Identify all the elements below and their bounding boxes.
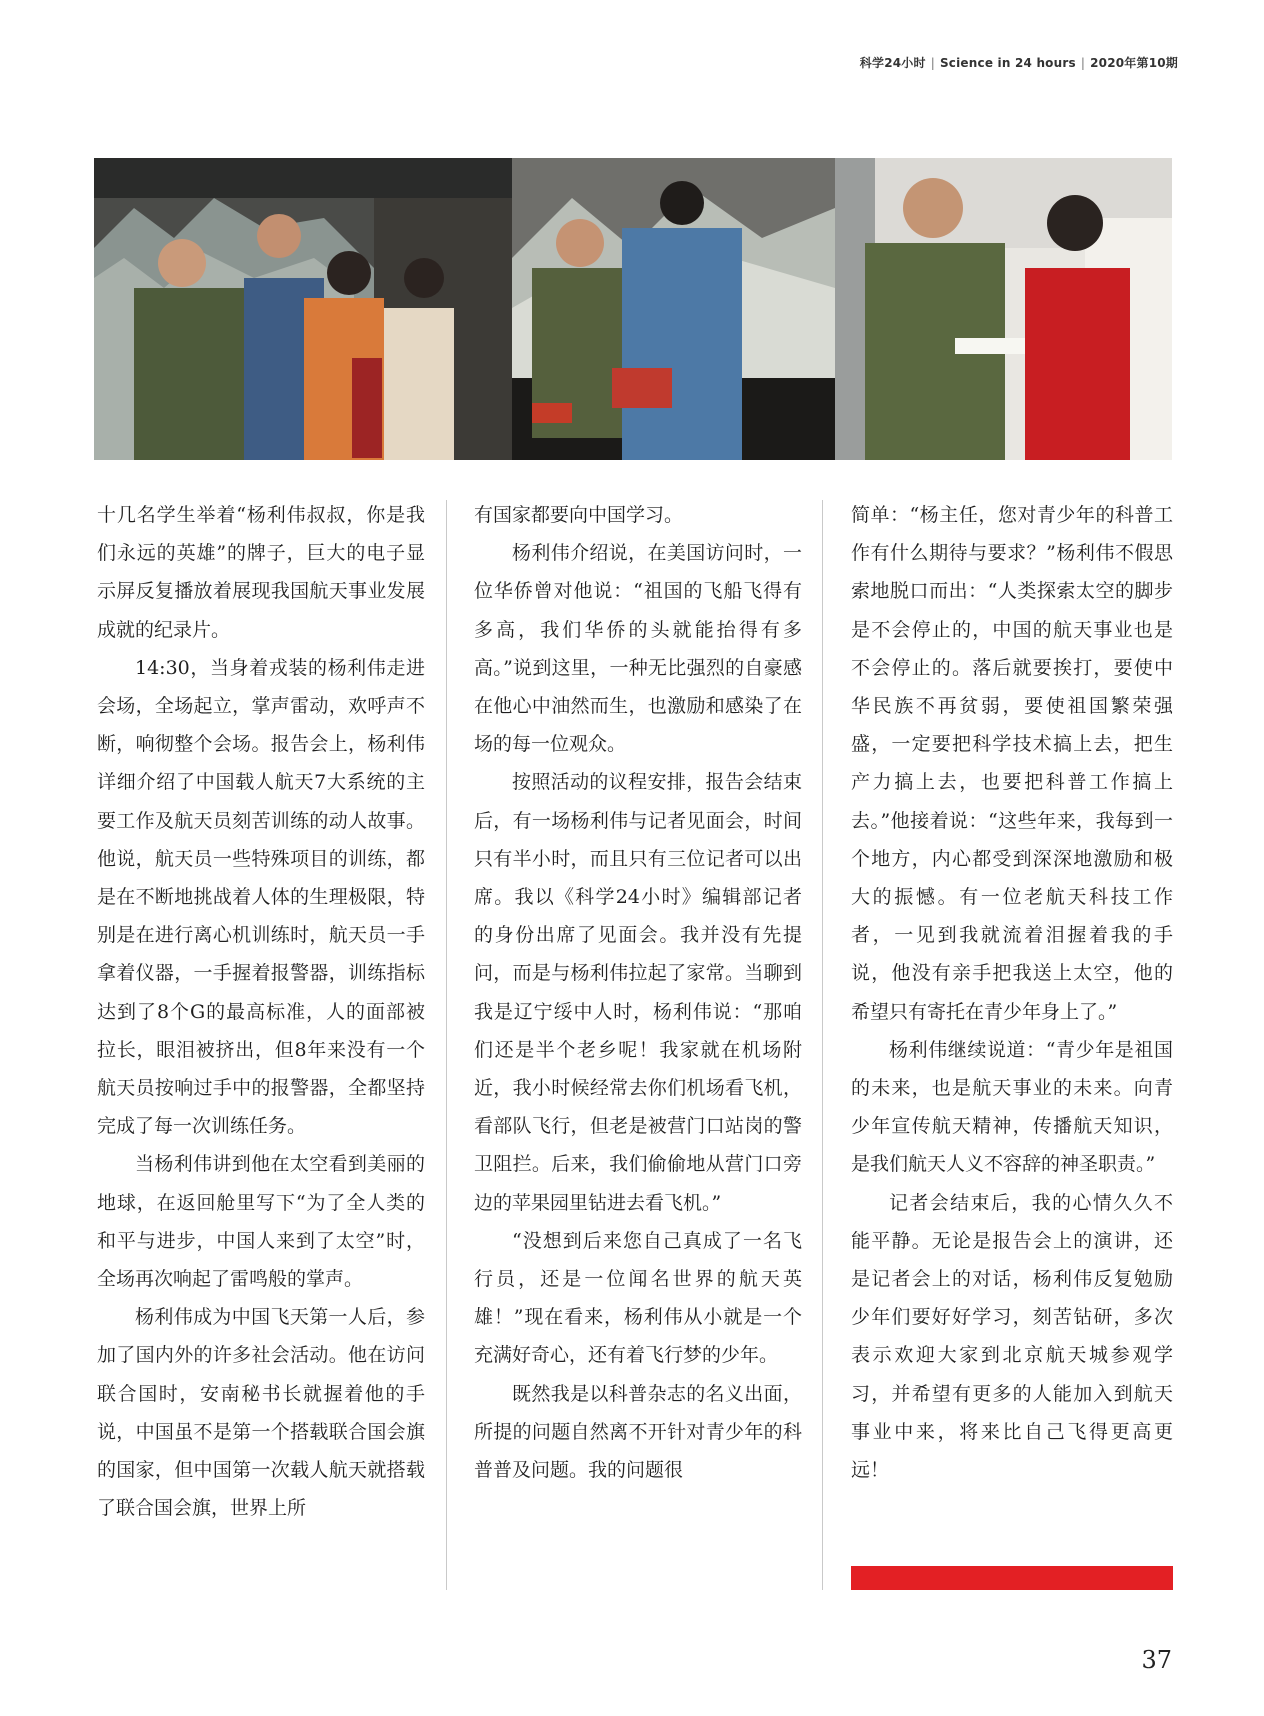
paragraph: 记者会结束后，我的心情久久不能平静。无论是报告会上的演讲，还是记者会上的对话，杨利伟反复勉励少年们要好好学习，刻苦钻研，多次表示欢迎大家到北京航天城参观学习，并希望有更多的人能加入到航天事业中来，将来比自己飞得更高更远！: [851, 1191, 1173, 1482]
paragraph: 杨利伟成为中国飞天第一人后，参加了国内外的许多社会活动。他在访问联合国时，安南秘书长就握着他的手说，中国虽不是第一个搭载联合国会旗的国家，但中国第一次载人航天就搭载了联合国会旗，世界上所: [97, 1306, 425, 1520]
photo-autograph: [835, 158, 1172, 460]
page-number: 37: [1141, 1646, 1172, 1674]
header-separator: |: [1080, 56, 1086, 70]
paragraph: 当杨利伟讲到他在太空看到美丽的地球，在返回舱里写下“为了全人类的和平与进步，中国人来到了太空”时，全场再次响起了雷鸣般的掌声。: [97, 1153, 425, 1291]
paragraph: “没想到后来您自己真成了一名飞行员，还是一位闻名世界的航天英雄！”现在看来，杨利伟从小就是一个充满好奇心，还有着飞行梦的少年。: [474, 1229, 802, 1367]
paragraph: 简单：“杨主任，您对青少年的科普工作有什么期待与要求？”杨利伟不假思索地脱口而出：“人类探索太空的脚步是不会停止的，中国的航天事业也是不会停止的。落后就要挨打，要使中华民族不再贫弱，要使祖国繁荣强盛，一定要把科学技术搞上去，把生产力搞上去，也要把科普工作搞上去。”他接着说：“这些年来，我每到一个地方，内心都受到深深地激励和极大的振憾。有一位老航天科技工作者，一见到我就流着泪握着我的手说，他没有亲手把我送上太空，他的希望只有寄托在青少年身上了。”: [851, 504, 1173, 1023]
end-of-article-bar: [851, 1566, 1173, 1590]
running-header: [860, 54, 1178, 71]
paragraph: 14:30，当身着戎装的杨利伟走进会场，全场起立，掌声雷动，欢呼声不断，响彻整个会场。报告会上，杨利伟详细介绍了中国载人航天7大系统的主要工作及航天员刻苦训练的动人故事。他说，航天员一些特殊项目的训练，都是在不断地挑战着人体的生理极限，特别是在进行离心机训练时，航天员一手拿着仪器，一手握着报警器，训练指标达到了8个G的最高标准，人的面部被拉长，眼泪被挤出，但8年来没有一个航天员按响过手中的报警器，全都坚持完成了每一次训练任务。: [97, 656, 425, 1138]
photo-strip: [94, 158, 1172, 460]
paragraph: 既然我是以科普杂志的名义出面，所提的问题自然离不开针对青少年的科普普及问题。我的问题很: [474, 1382, 802, 1482]
photo-students-with-astronaut: [94, 158, 512, 460]
magazine-english-name: Science in 24 hours: [939, 56, 1076, 70]
article-column-2: [474, 496, 802, 1489]
paragraph: 有国家都要向中国学习。: [474, 504, 684, 526]
paragraph: 十几名学生举着“杨利伟叔叔，你是我们永远的英雄”的牌子，巨大的电子显示屏反复播放着展现我国航天事业发展成就的纪录片。: [97, 504, 425, 641]
issue-label: 2020年第10期: [1090, 56, 1178, 70]
magazine-name: 科学24小时: [859, 56, 926, 70]
article-column-3: [851, 496, 1173, 1489]
photo-handshake: [512, 158, 835, 460]
paragraph: 按照活动的议程安排，报告会结束后，有一场杨利伟与记者见面会，时间只有半小时，而且只有三位记者可以出席。我以《科学24小时》编辑部记者的身份出席了见面会。我并没有先提问，而是与杨利伟拉起了家常。当聊到我是辽宁绥中人时，杨利伟说：“那咱们还是半个老乡呢！我家就在机场附近，我小时候经常去你们机场看飞机，看部队飞行，但老是被营门口站岗的警卫阻拦。后来，我们偷偷地从营门口旁边的苹果园里钻进去看飞机。”: [474, 771, 802, 1214]
article-column-1: [97, 496, 425, 1527]
column-divider: [446, 500, 447, 1590]
paragraph: 杨利伟继续说道：“青少年是祖国的未来，也是航天事业的未来。向青少年宣传航天精神，传播航天知识，是我们航天人义不容辞的神圣职责。”: [851, 1038, 1173, 1176]
paragraph: 杨利伟介绍说，在美国访问时，一位华侨曾对他说：“祖国的飞船飞得有多高，我们华侨的头就能抬得有多高。”说到这里，一种无比强烈的自豪感在他心中油然而生，也激励和感染了在场的每一位观众。: [474, 542, 802, 756]
header-separator: |: [930, 56, 935, 70]
column-divider: [822, 500, 823, 1590]
